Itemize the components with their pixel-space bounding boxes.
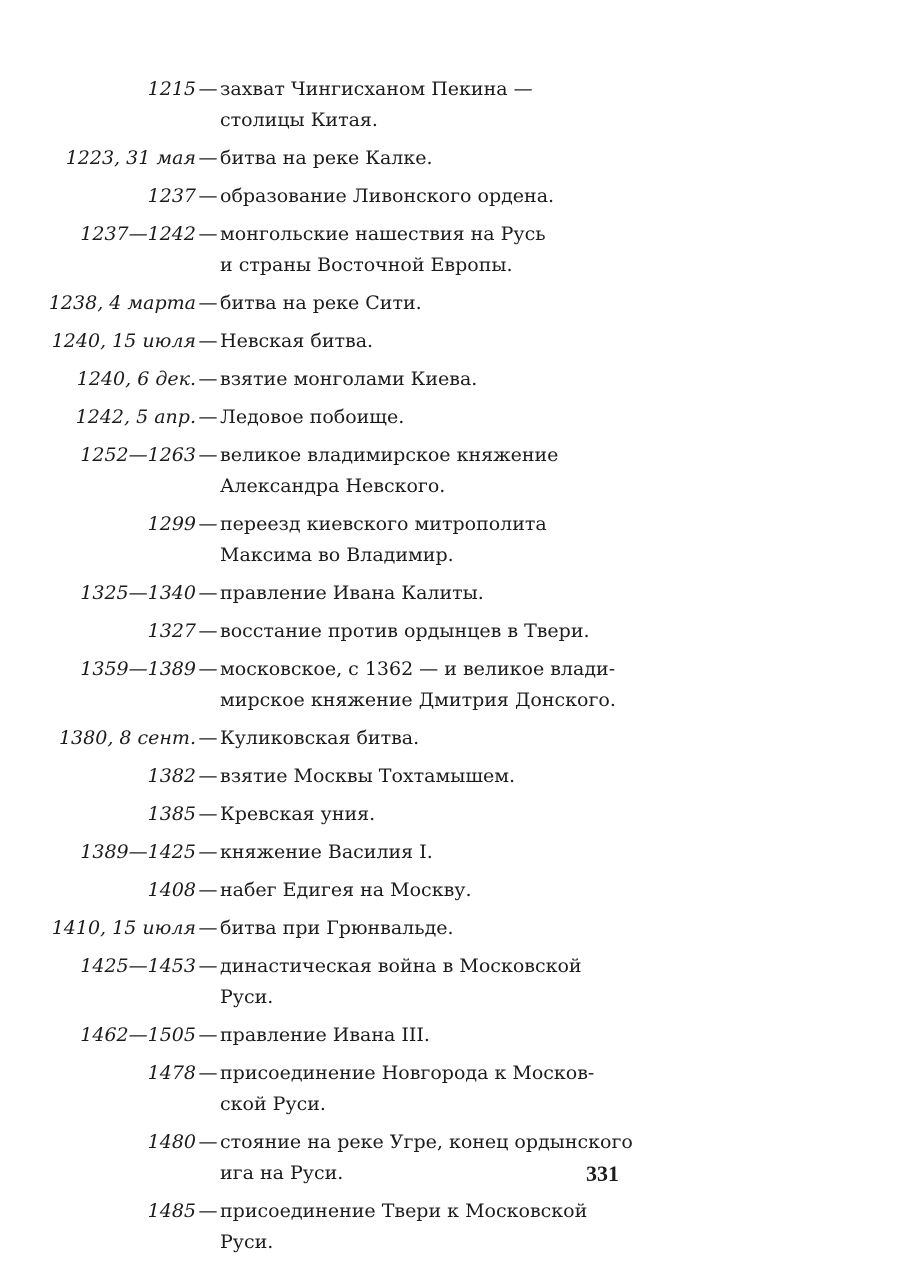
entry-dash: — (198, 1131, 218, 1153)
entry-date: 1327 (147, 620, 196, 642)
entry-dash: — (198, 765, 218, 787)
entry-description: взятие монголами Киева. (220, 368, 478, 390)
page-number: 331 (586, 1161, 619, 1186)
chronology-entry (0, 913, 900, 944)
entry-description: Куликовская битва. (220, 727, 420, 749)
entry-dash: — (198, 330, 218, 352)
entry-dash: — (198, 1062, 218, 1084)
chronology-entry (0, 616, 900, 647)
entry-dash: — (198, 879, 218, 901)
entry-dash: — (198, 803, 218, 825)
chronology-entry (0, 1020, 900, 1051)
chronology-list (0, 74, 900, 1265)
chronology-entry (0, 723, 900, 754)
entry-description: правление Ивана III. (220, 1024, 430, 1046)
entry-dash: — (198, 658, 218, 680)
entry-description: присоединение Новгорода к Москов- ской Руси. (220, 1062, 595, 1115)
chronology-entry (0, 509, 900, 571)
entry-dash: — (198, 292, 218, 314)
entry-dash: — (198, 955, 218, 977)
entry-description: переезд киевского митрополита Максима во Владимир. (220, 513, 547, 566)
entry-dash: — (198, 727, 218, 749)
entry-dash: — (198, 1024, 218, 1046)
entry-dash: — (198, 368, 218, 390)
entry-date: 1380, 8 сент. (58, 727, 196, 749)
entry-description: московское, с 1362 — и великое влади- мирское княжение Дмитрия Донского. (220, 658, 616, 711)
entry-dash: — (198, 917, 218, 939)
entry-date: 1385 (147, 803, 196, 825)
chronology-entry (0, 875, 900, 906)
entry-description: взятие Москвы Тохтамышем. (220, 765, 516, 787)
entry-date: 1223, 31 мая (65, 147, 196, 169)
chronology-entry (0, 364, 900, 395)
entry-description: княжение Василия I. (220, 841, 433, 863)
entry-date: 1237—1242 (80, 223, 196, 245)
entry-date: 1325—1340 (80, 582, 196, 604)
chronology-entry (0, 951, 900, 1013)
entry-date: 1242, 5 апр. (75, 406, 196, 428)
entry-dash: — (198, 582, 218, 604)
entry-description: битва при Грюнвальде. (220, 917, 454, 939)
entry-date: 1480 (147, 1131, 196, 1153)
chronology-entry (0, 799, 900, 830)
entry-date: 1478 (147, 1062, 196, 1084)
entry-date: 1485 (147, 1200, 196, 1222)
chronology-entry (0, 326, 900, 357)
chronology-entry (0, 402, 900, 433)
entry-date: 1299 (147, 513, 196, 535)
entry-dash: — (198, 223, 218, 245)
entry-date: 1389—1425 (80, 841, 196, 863)
entry-date: 1252—1263 (80, 444, 196, 466)
entry-dash: — (198, 841, 218, 863)
entry-dash: — (198, 620, 218, 642)
entry-dash: — (198, 513, 218, 535)
entry-date: 1238, 4 марта (48, 292, 196, 314)
chronology-entry (0, 654, 900, 716)
entry-dash: — (198, 185, 218, 207)
entry-description: присоединение Твери к Московской Руси. (220, 1200, 588, 1253)
entry-date: 1240, 6 дек. (76, 368, 196, 390)
chronology-entry (0, 440, 900, 502)
chronology-entry (0, 837, 900, 868)
chronology-entry (0, 288, 900, 319)
chronology-entry (0, 761, 900, 792)
entry-dash: — (198, 444, 218, 466)
entry-dash: — (198, 1200, 218, 1222)
entry-description: Невская битва. (220, 330, 374, 352)
chronology-entry (0, 578, 900, 609)
chronology-entry (0, 143, 900, 174)
chronology-entry (0, 1196, 900, 1258)
entry-description: захват Чингисханом Пекина — столицы Китая. (220, 78, 533, 131)
entry-date: 1425—1453 (80, 955, 196, 977)
entry-description: образование Ливонского ордена. (220, 185, 555, 207)
entry-description: битва на реке Калке. (220, 147, 433, 169)
entry-description: Кревская уния. (220, 803, 376, 825)
entry-description: набег Едигея на Москву. (220, 879, 472, 901)
entry-description: стояние на реке Угре, конец ордынского ига на Руси. (220, 1131, 633, 1184)
entry-date: 1382 (147, 765, 196, 787)
entry-dash: — (198, 147, 218, 169)
entry-date: 1462—1505 (80, 1024, 196, 1046)
chronology-entry (0, 181, 900, 212)
chronology-entry (0, 74, 900, 136)
entry-description: Ледовое побоище. (220, 406, 405, 428)
chronology-entry (0, 1127, 900, 1189)
entry-description: правление Ивана Калиты. (220, 582, 484, 604)
entry-date: 1359—1389 (80, 658, 196, 680)
entry-dash: — (198, 78, 218, 100)
entry-date: 1408 (147, 879, 196, 901)
entry-date: 1410, 15 июля (51, 917, 196, 939)
entry-description: династическая война в Московской Руси. (220, 955, 582, 1008)
entry-description: битва на реке Сити. (220, 292, 422, 314)
entry-description: восстание против ордынцев в Твери. (220, 620, 590, 642)
entry-date: 1215 (147, 78, 196, 100)
entry-description: монгольские нашествия на Русь и страны Восточной Европы. (220, 223, 546, 276)
chronology-entry (0, 1058, 900, 1120)
entry-date: 1240, 15 июля (51, 330, 196, 352)
entry-date: 1237 (147, 185, 196, 207)
entry-description: великое владимирское княжение Александра Невского. (220, 444, 559, 497)
entry-dash: — (198, 406, 218, 428)
chronology-entry (0, 219, 900, 281)
